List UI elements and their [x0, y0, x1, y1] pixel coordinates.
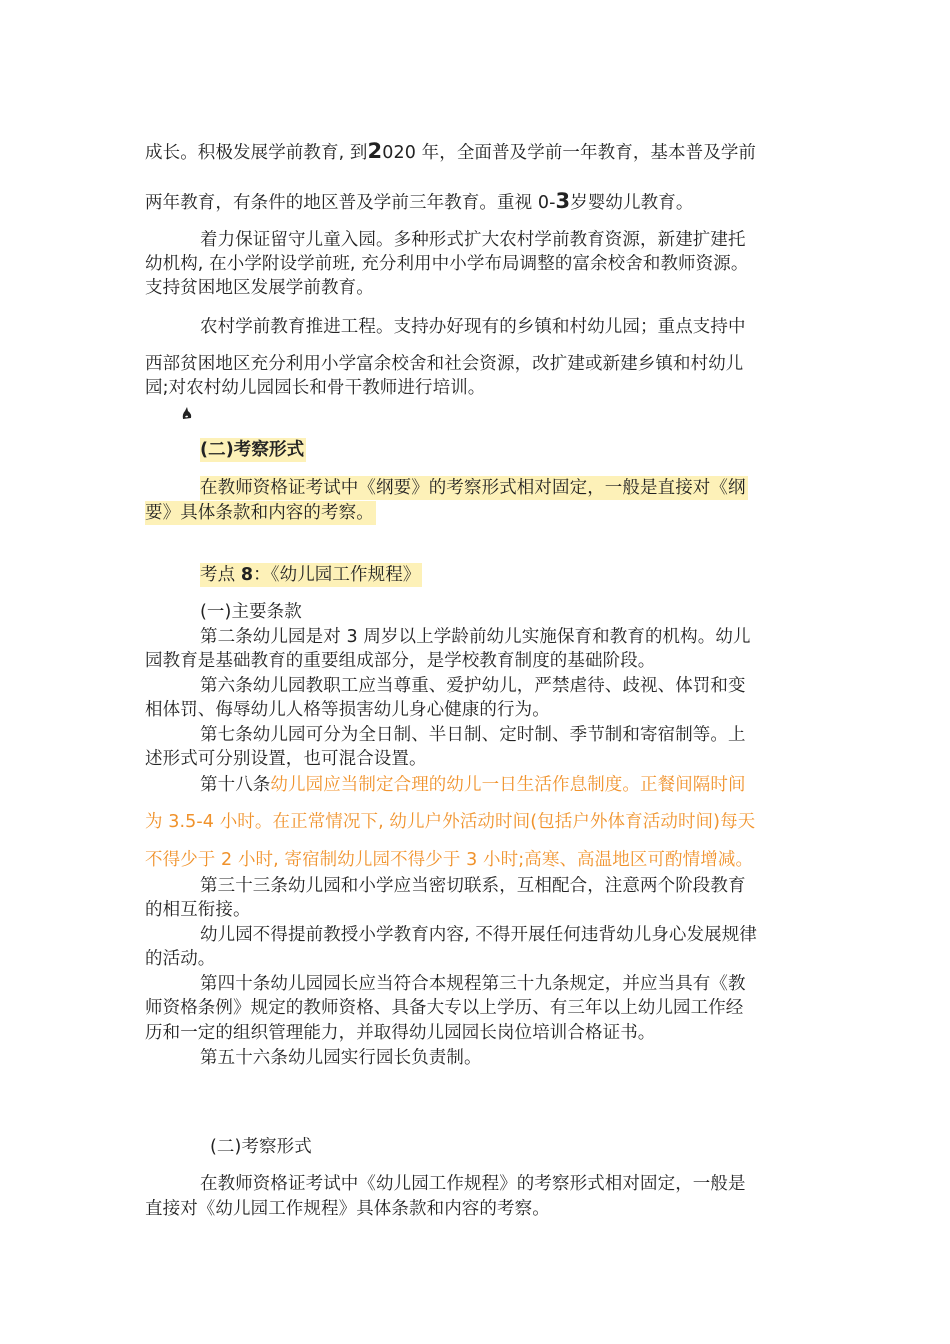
paragraph-line: 着力保证留守儿童入园。多种形式扩大农村学前教育资源，新建扩建托	[200, 230, 746, 250]
highlighted-line: 在教师资格证考试中《纲要》的考察形式相对固定，一般是直接对《纲	[200, 478, 746, 498]
article-line: 第四十条幼儿园园长应当符合本规程第三十九条规定，并应当具有《教	[200, 974, 746, 994]
article-line: 相体罚、侮辱幼儿人格等损害幼儿身心健康的行为。	[145, 700, 550, 720]
article-line: 述形式可分别设置，也可混合设置。	[145, 749, 427, 769]
article-line: 的相互衔接。	[145, 900, 251, 920]
section-heading: (二)考察形式	[210, 1137, 312, 1157]
article-line: 历和一定的组织管理能力，并取得幼儿园园长岗位培训合格证书。	[145, 1023, 656, 1043]
article-line: 第七条幼儿园可分为全日制、半日制、定时制、季节制和寄宿制等。上	[200, 725, 746, 745]
article-line: 为 3.5-4 小时。在正常情况下, 幼儿户外活动时间(包括户外体育活动时间)每天	[145, 812, 756, 832]
paragraph-line: 幼机构, 在小学附设学前班, 充分利用中小学布局调整的富余校舍和教师资源。	[145, 254, 749, 274]
paragraph-line: 西部贫困地区充分利用小学富余校舍和社会资源，改扩建或新建乡镇和村幼儿	[145, 354, 744, 374]
article-line: 师资格条例》规定的教师资格、具备大专以上学历、有三年以上幼儿园工作经	[145, 998, 744, 1018]
article-line: 不得少于 2 小时, 寄宿制幼儿园不得少于 3 小时;高寒、高温地区可酌情增减。	[145, 850, 754, 870]
paragraph-line: 园;对农村幼儿园园长和骨干教师进行培训。	[145, 378, 486, 398]
article-line: 第十八条幼儿园应当制定合理的幼儿一日生活作息制度。正餐间隔时间	[200, 775, 746, 795]
paragraph-line: 成长。积极发展学前教育, 到2020 年，全面普及学前一年教育，基本普及学前	[145, 139, 757, 163]
paragraph-line: 支持贫困地区发展学前教育。	[145, 278, 374, 298]
article-line: 的活动。	[145, 949, 216, 969]
article-line: 第五十六条幼儿园实行园长负责制。	[200, 1048, 482, 1068]
article-line: 园教育是基础教育的重要组成部分，是学校教育制度的基础阶段。	[145, 651, 656, 671]
article-line: 第二条幼儿园是对 3 周岁以上学龄前幼儿实施保育和教育的机构。幼儿	[200, 627, 751, 647]
article-line: 第六条幼儿园教职工应当尊重、爱护幼儿，严禁虐待、歧视、体罚和变	[200, 676, 746, 696]
paragraph-line: 农村学前教育推进工程。支持办好现有的乡镇和村幼儿园；重点支持中	[200, 317, 746, 337]
article-line: 幼儿园不得提前教授小学教育内容, 不得开展任何违背幼儿身心发展规律	[200, 925, 757, 945]
paragraph-line: 两年教育，有条件的地区普及学前三年教育。重视 0-3岁婴幼儿教育。	[145, 189, 694, 213]
paragraph-line: 直接对《幼儿园工作规程》具体条款和内容的考察。	[145, 1199, 550, 1219]
highlighted-line: 要》具体条款和内容的考察。	[145, 503, 374, 523]
paragraph-line: 在教师资格证考试中《幼儿园工作规程》的考察形式相对固定，一般是	[200, 1174, 746, 1194]
section-heading: (一)主要条款	[200, 602, 302, 622]
section-heading: (二)考察形式	[200, 440, 305, 460]
blot-mark-icon	[181, 406, 193, 420]
kaodian-heading: 考点 8：《幼儿园工作规程》	[200, 565, 421, 585]
article-line: 第三十三条幼儿园和小学应当密切联系，互相配合，注意两个阶段教育	[200, 876, 746, 896]
